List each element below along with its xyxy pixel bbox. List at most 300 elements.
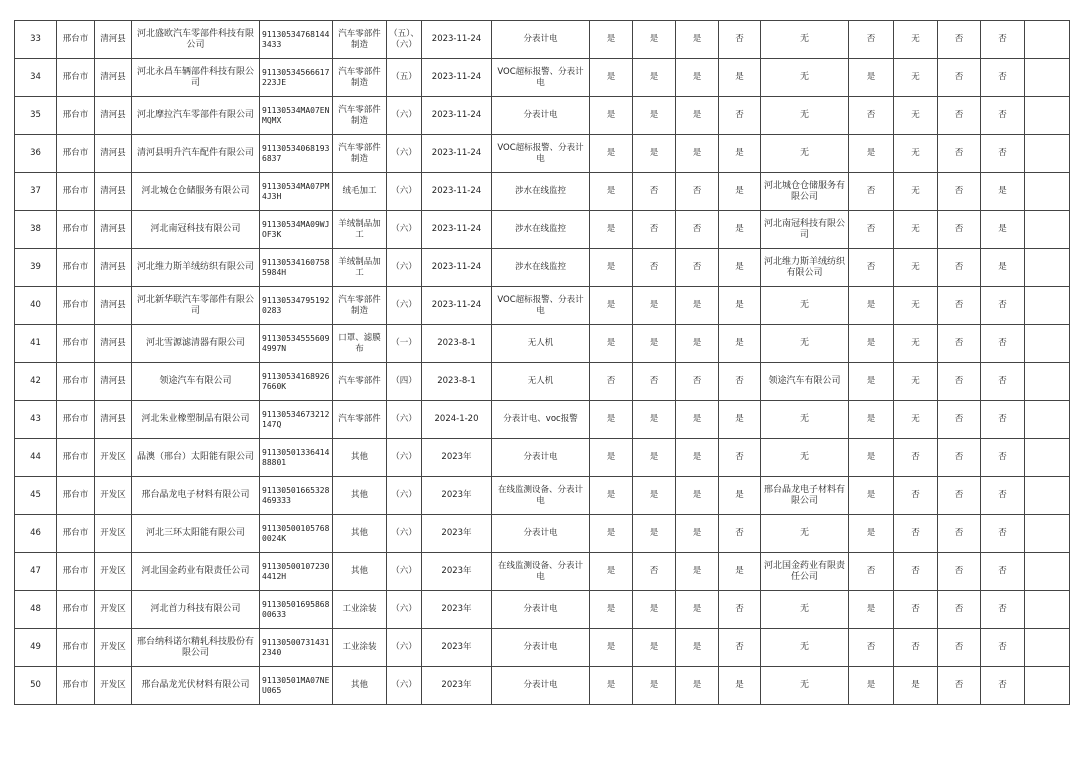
table-row [15, 515, 1070, 553]
city-cell: 邢台市 [57, 515, 95, 553]
flag-2-cell: 否 [633, 363, 676, 401]
flag-4-cell: 否 [719, 629, 761, 667]
flag-4-cell: 是 [719, 173, 761, 211]
flag-4-cell: 是 [719, 325, 761, 363]
company-name-cell: 邢台晶龙电子材料有限公司 [132, 477, 260, 515]
flag-8-cell: 否 [981, 135, 1025, 173]
measure-cell: VOC超标报警、分表计电 [492, 135, 590, 173]
flag-1-cell: 是 [590, 439, 633, 477]
table-row [15, 591, 1070, 629]
date-cell: 2023年 [422, 439, 492, 477]
table-row [15, 97, 1070, 135]
measure-cell: 分表计电 [492, 667, 590, 705]
control-level-cell: （六） [387, 135, 422, 173]
table-row [15, 439, 1070, 477]
measure-cell: 分表计电、voc报警 [492, 401, 590, 439]
flag-2-cell: 是 [633, 59, 676, 97]
industry-cell: 汽车零部件制造 [333, 97, 387, 135]
county-cell: 开发区 [95, 439, 132, 477]
responsible-party-cell: 无 [761, 135, 849, 173]
flag-3-cell: 是 [676, 553, 719, 591]
industry-cell: 汽车零部件制造 [333, 287, 387, 325]
company-name-cell: 河北新华联汽车零部件有限公司 [132, 287, 260, 325]
flag-4-cell: 是 [719, 59, 761, 97]
credit-code-cell: 91130501MA07NEU065 [260, 667, 333, 705]
date-cell: 2024-1-20 [422, 401, 492, 439]
blank-cell [1025, 173, 1070, 211]
credit-code-cell: 911305347681443433 [260, 21, 333, 59]
company-name-cell: 河北南冠科技有限公司 [132, 211, 260, 249]
flag-5-cell: 是 [849, 515, 894, 553]
credit-code-cell: 911305345556094997N [260, 325, 333, 363]
measure-cell: 分表计电 [492, 439, 590, 477]
county-cell: 开发区 [95, 477, 132, 515]
flag-7-cell: 否 [938, 211, 981, 249]
control-level-cell: （五） [387, 59, 422, 97]
date-cell: 2023年 [422, 477, 492, 515]
measure-cell: VOC超标报警、分表计电 [492, 287, 590, 325]
flag-2-cell: 否 [633, 553, 676, 591]
company-name-cell: 河北城仓仓储服务有限公司 [132, 173, 260, 211]
credit-code-cell: 91130534MA09WJOF3K [260, 211, 333, 249]
control-level-cell: （六） [387, 287, 422, 325]
responsible-party-cell: 无 [761, 325, 849, 363]
city-cell: 邢台市 [57, 173, 95, 211]
industry-cell: 其他 [333, 515, 387, 553]
control-level-cell: （六） [387, 249, 422, 287]
measure-cell: 涉水在线监控 [492, 173, 590, 211]
flag-5-cell: 否 [849, 249, 894, 287]
flag-7-cell: 否 [938, 591, 981, 629]
flag-8-cell: 否 [981, 629, 1025, 667]
blank-cell [1025, 249, 1070, 287]
flag-3-cell: 是 [676, 591, 719, 629]
flag-5-cell: 是 [849, 135, 894, 173]
flag-6-cell: 是 [894, 667, 938, 705]
flag-7-cell: 否 [938, 363, 981, 401]
blank-cell [1025, 211, 1070, 249]
flag-7-cell: 否 [938, 401, 981, 439]
responsible-party-cell: 无 [761, 21, 849, 59]
industry-cell: 汽车零部件 [333, 401, 387, 439]
flag-7-cell: 否 [938, 287, 981, 325]
flag-3-cell: 是 [676, 401, 719, 439]
row-number-cell: 35 [15, 97, 57, 135]
row-number-cell: 39 [15, 249, 57, 287]
row-number-cell: 43 [15, 401, 57, 439]
flag-8-cell: 否 [981, 439, 1025, 477]
flag-8-cell: 否 [981, 325, 1025, 363]
flag-4-cell: 是 [719, 553, 761, 591]
flag-8-cell: 否 [981, 363, 1025, 401]
blank-cell [1025, 287, 1070, 325]
date-cell: 2023-11-24 [422, 97, 492, 135]
flag-3-cell: 是 [676, 21, 719, 59]
flag-4-cell: 否 [719, 21, 761, 59]
flag-6-cell: 无 [894, 21, 938, 59]
flag-7-cell: 否 [938, 629, 981, 667]
credit-code-cell: 911305347951920283 [260, 287, 333, 325]
industry-cell: 汽车零部件制造 [333, 59, 387, 97]
flag-3-cell: 是 [676, 477, 719, 515]
control-level-cell: （六） [387, 515, 422, 553]
flag-5-cell: 否 [849, 553, 894, 591]
industry-cell: 汽车零部件制造 [333, 135, 387, 173]
row-number-cell: 45 [15, 477, 57, 515]
row-number-cell: 50 [15, 667, 57, 705]
flag-1-cell: 是 [590, 173, 633, 211]
flag-1-cell: 是 [590, 135, 633, 173]
flag-1-cell: 是 [590, 249, 633, 287]
flag-8-cell: 否 [981, 287, 1025, 325]
responsible-party-cell: 无 [761, 629, 849, 667]
table-row [15, 287, 1070, 325]
flag-8-cell: 否 [981, 667, 1025, 705]
responsible-party-cell: 无 [761, 667, 849, 705]
flag-6-cell: 无 [894, 287, 938, 325]
responsible-party-cell: 邢台晶龙电子材料有限公司 [761, 477, 849, 515]
credit-code-cell: 911305341689267660K [260, 363, 333, 401]
flag-1-cell: 是 [590, 21, 633, 59]
flag-2-cell: 是 [633, 439, 676, 477]
flag-7-cell: 否 [938, 477, 981, 515]
company-name-cell: 河北三环太阳能有限公司 [132, 515, 260, 553]
company-name-cell: 邢台纳科诺尔精轧科技股份有限公司 [132, 629, 260, 667]
flag-6-cell: 无 [894, 97, 938, 135]
date-cell: 2023-11-24 [422, 287, 492, 325]
control-level-cell: （六） [387, 439, 422, 477]
flag-2-cell: 否 [633, 211, 676, 249]
flag-3-cell: 是 [676, 135, 719, 173]
blank-cell [1025, 515, 1070, 553]
flag-2-cell: 否 [633, 249, 676, 287]
flag-1-cell: 是 [590, 629, 633, 667]
industry-cell: 其他 [333, 667, 387, 705]
city-cell: 邢台市 [57, 439, 95, 477]
measure-cell: 在线监测设备、分表计电 [492, 477, 590, 515]
date-cell: 2023年 [422, 515, 492, 553]
measure-cell: 分表计电 [492, 21, 590, 59]
responsible-party-cell: 河北南冠科技有限公司 [761, 211, 849, 249]
flag-2-cell: 是 [633, 97, 676, 135]
flag-3-cell: 是 [676, 97, 719, 135]
flag-6-cell: 无 [894, 363, 938, 401]
flag-6-cell: 无 [894, 211, 938, 249]
table-row [15, 173, 1070, 211]
credit-code-cell: 91130501665328469333 [260, 477, 333, 515]
industry-cell: 工业涂装 [333, 591, 387, 629]
blank-cell [1025, 363, 1070, 401]
flag-4-cell: 否 [719, 439, 761, 477]
responsible-party-cell: 无 [761, 59, 849, 97]
row-number-cell: 40 [15, 287, 57, 325]
industry-cell: 工业涂装 [333, 629, 387, 667]
county-cell: 清河县 [95, 211, 132, 249]
credit-code-cell: 91130534566617223JE [260, 59, 333, 97]
city-cell: 邢台市 [57, 629, 95, 667]
flag-5-cell: 是 [849, 477, 894, 515]
flag-2-cell: 是 [633, 135, 676, 173]
county-cell: 开发区 [95, 553, 132, 591]
flag-3-cell: 否 [676, 363, 719, 401]
flag-4-cell: 是 [719, 287, 761, 325]
city-cell: 邢台市 [57, 249, 95, 287]
flag-2-cell: 是 [633, 667, 676, 705]
industry-cell: 口罩、滤膜布 [333, 325, 387, 363]
responsible-party-cell: 无 [761, 287, 849, 325]
flag-5-cell: 否 [849, 21, 894, 59]
flag-6-cell: 无 [894, 325, 938, 363]
measure-cell: VOC超标报警、分表计电 [492, 59, 590, 97]
row-number-cell: 49 [15, 629, 57, 667]
table-row [15, 325, 1070, 363]
flag-5-cell: 是 [849, 59, 894, 97]
row-number-cell: 37 [15, 173, 57, 211]
table-body [15, 21, 1070, 705]
company-name-cell: 清河县明升汽车配件有限公司 [132, 135, 260, 173]
row-number-cell: 33 [15, 21, 57, 59]
industry-cell: 羊绒制品加工 [333, 249, 387, 287]
flag-7-cell: 否 [938, 667, 981, 705]
flag-1-cell: 是 [590, 287, 633, 325]
company-name-cell: 邢台晶龙光伏材料有限公司 [132, 667, 260, 705]
flag-1-cell: 是 [590, 591, 633, 629]
flag-4-cell: 否 [719, 591, 761, 629]
measure-cell: 分表计电 [492, 591, 590, 629]
date-cell: 2023-8-1 [422, 325, 492, 363]
control-level-cell: （六） [387, 173, 422, 211]
measure-cell: 分表计电 [492, 515, 590, 553]
flag-5-cell: 否 [849, 211, 894, 249]
flag-5-cell: 是 [849, 591, 894, 629]
flag-1-cell: 是 [590, 59, 633, 97]
flag-8-cell: 否 [981, 97, 1025, 135]
enterprise-table-sheet [14, 20, 1070, 705]
control-level-cell: （六） [387, 553, 422, 591]
responsible-party-cell: 无 [761, 591, 849, 629]
measure-cell: 在线监测设备、分表计电 [492, 553, 590, 591]
flag-2-cell: 是 [633, 629, 676, 667]
flag-3-cell: 是 [676, 59, 719, 97]
date-cell: 2023年 [422, 629, 492, 667]
flag-6-cell: 否 [894, 553, 938, 591]
company-name-cell: 晶澳（邢台）太阳能有限公司 [132, 439, 260, 477]
table-row [15, 249, 1070, 287]
county-cell: 清河县 [95, 135, 132, 173]
row-number-cell: 36 [15, 135, 57, 173]
credit-code-cell: 91130534MA07PM4J3H [260, 173, 333, 211]
flag-2-cell: 是 [633, 591, 676, 629]
county-cell: 开发区 [95, 591, 132, 629]
flag-6-cell: 否 [894, 515, 938, 553]
county-cell: 开发区 [95, 515, 132, 553]
county-cell: 清河县 [95, 21, 132, 59]
row-number-cell: 48 [15, 591, 57, 629]
measure-cell: 分表计电 [492, 629, 590, 667]
flag-4-cell: 否 [719, 97, 761, 135]
control-level-cell: （一） [387, 325, 422, 363]
flag-4-cell: 是 [719, 211, 761, 249]
flag-8-cell: 是 [981, 211, 1025, 249]
measure-cell: 涉水在线监控 [492, 211, 590, 249]
table-row [15, 477, 1070, 515]
enterprise-table [14, 20, 1070, 705]
control-level-cell: （四） [387, 363, 422, 401]
flag-1-cell: 是 [590, 515, 633, 553]
flag-6-cell: 否 [894, 591, 938, 629]
blank-cell [1025, 477, 1070, 515]
city-cell: 邢台市 [57, 325, 95, 363]
credit-code-cell: 91130534MA07ENMQMX [260, 97, 333, 135]
county-cell: 清河县 [95, 325, 132, 363]
blank-cell [1025, 59, 1070, 97]
table-row [15, 21, 1070, 59]
credit-code-cell: 9113050169586800633 [260, 591, 333, 629]
city-cell: 邢台市 [57, 363, 95, 401]
row-number-cell: 46 [15, 515, 57, 553]
flag-1-cell: 是 [590, 401, 633, 439]
city-cell: 邢台市 [57, 287, 95, 325]
flag-5-cell: 是 [849, 439, 894, 477]
company-name-cell: 河北摩拉汽车零部件有限公司 [132, 97, 260, 135]
flag-8-cell: 是 [981, 249, 1025, 287]
flag-2-cell: 是 [633, 287, 676, 325]
city-cell: 邢台市 [57, 59, 95, 97]
measure-cell: 无人机 [492, 325, 590, 363]
flag-7-cell: 否 [938, 173, 981, 211]
flag-1-cell: 是 [590, 667, 633, 705]
county-cell: 清河县 [95, 249, 132, 287]
table-row [15, 135, 1070, 173]
credit-code-cell: 911305340681936837 [260, 135, 333, 173]
flag-8-cell: 否 [981, 553, 1025, 591]
company-name-cell: 河北首力科技有限公司 [132, 591, 260, 629]
city-cell: 邢台市 [57, 553, 95, 591]
county-cell: 开发区 [95, 629, 132, 667]
industry-cell: 其他 [333, 439, 387, 477]
date-cell: 2023-11-24 [422, 21, 492, 59]
responsible-party-cell: 河北维力斯羊绒纺织有限公司 [761, 249, 849, 287]
flag-7-cell: 否 [938, 135, 981, 173]
control-level-cell: （六） [387, 591, 422, 629]
flag-7-cell: 否 [938, 59, 981, 97]
blank-cell [1025, 97, 1070, 135]
row-number-cell: 47 [15, 553, 57, 591]
flag-1-cell: 否 [590, 363, 633, 401]
blank-cell [1025, 439, 1070, 477]
flag-8-cell: 否 [981, 21, 1025, 59]
city-cell: 邢台市 [57, 591, 95, 629]
flag-3-cell: 是 [676, 629, 719, 667]
flag-6-cell: 否 [894, 477, 938, 515]
responsible-party-cell: 河北城仓仓储服务有限公司 [761, 173, 849, 211]
control-level-cell: （六） [387, 667, 422, 705]
date-cell: 2023年 [422, 553, 492, 591]
company-name-cell: 河北维力斯羊绒纺织有限公司 [132, 249, 260, 287]
flag-1-cell: 是 [590, 553, 633, 591]
blank-cell [1025, 591, 1070, 629]
date-cell: 2023-11-24 [422, 211, 492, 249]
table-row [15, 401, 1070, 439]
responsible-party-cell: 无 [761, 515, 849, 553]
control-level-cell: （五）、（六） [387, 21, 422, 59]
industry-cell: 汽车零部件制造 [333, 21, 387, 59]
flag-5-cell: 否 [849, 97, 894, 135]
county-cell: 清河县 [95, 401, 132, 439]
flag-7-cell: 否 [938, 439, 981, 477]
flag-4-cell: 是 [719, 135, 761, 173]
flag-2-cell: 是 [633, 325, 676, 363]
flag-7-cell: 否 [938, 249, 981, 287]
flag-7-cell: 否 [938, 515, 981, 553]
flag-4-cell: 是 [719, 249, 761, 287]
company-name-cell: 领途汽车有限公司 [132, 363, 260, 401]
flag-8-cell: 否 [981, 591, 1025, 629]
flag-3-cell: 是 [676, 515, 719, 553]
blank-cell [1025, 553, 1070, 591]
date-cell: 2023-8-1 [422, 363, 492, 401]
flag-2-cell: 是 [633, 477, 676, 515]
responsible-party-cell: 河北国金药业有限责任公司 [761, 553, 849, 591]
flag-7-cell: 否 [938, 97, 981, 135]
flag-6-cell: 无 [894, 249, 938, 287]
flag-3-cell: 否 [676, 211, 719, 249]
flag-3-cell: 否 [676, 249, 719, 287]
city-cell: 邢台市 [57, 97, 95, 135]
date-cell: 2023年 [422, 591, 492, 629]
date-cell: 2023-11-24 [422, 59, 492, 97]
flag-3-cell: 否 [676, 173, 719, 211]
company-name-cell: 河北朱业橡塑制品有限公司 [132, 401, 260, 439]
city-cell: 邢台市 [57, 211, 95, 249]
flag-5-cell: 是 [849, 667, 894, 705]
control-level-cell: （六） [387, 629, 422, 667]
responsible-party-cell: 无 [761, 401, 849, 439]
city-cell: 邢台市 [57, 135, 95, 173]
flag-8-cell: 是 [981, 173, 1025, 211]
blank-cell [1025, 667, 1070, 705]
company-name-cell: 河北永昌车辆部件科技有限公司 [132, 59, 260, 97]
credit-code-cell: 911305007314312340 [260, 629, 333, 667]
flag-4-cell: 是 [719, 477, 761, 515]
flag-4-cell: 否 [719, 515, 761, 553]
date-cell: 2023-11-24 [422, 173, 492, 211]
flag-4-cell: 否 [719, 363, 761, 401]
table-row [15, 553, 1070, 591]
row-number-cell: 34 [15, 59, 57, 97]
flag-1-cell: 是 [590, 477, 633, 515]
industry-cell: 其他 [333, 477, 387, 515]
flag-5-cell: 是 [849, 363, 894, 401]
flag-6-cell: 无 [894, 401, 938, 439]
credit-code-cell: 911305001057680024K [260, 515, 333, 553]
date-cell: 2023年 [422, 667, 492, 705]
industry-cell: 汽车零部件 [333, 363, 387, 401]
table-row [15, 211, 1070, 249]
measure-cell: 涉水在线监控 [492, 249, 590, 287]
row-number-cell: 44 [15, 439, 57, 477]
flag-8-cell: 否 [981, 477, 1025, 515]
flag-2-cell: 否 [633, 173, 676, 211]
industry-cell: 其他 [333, 553, 387, 591]
flag-7-cell: 否 [938, 325, 981, 363]
date-cell: 2023-11-24 [422, 249, 492, 287]
row-number-cell: 41 [15, 325, 57, 363]
flag-5-cell: 是 [849, 401, 894, 439]
flag-6-cell: 无 [894, 59, 938, 97]
blank-cell [1025, 629, 1070, 667]
measure-cell: 分表计电 [492, 97, 590, 135]
